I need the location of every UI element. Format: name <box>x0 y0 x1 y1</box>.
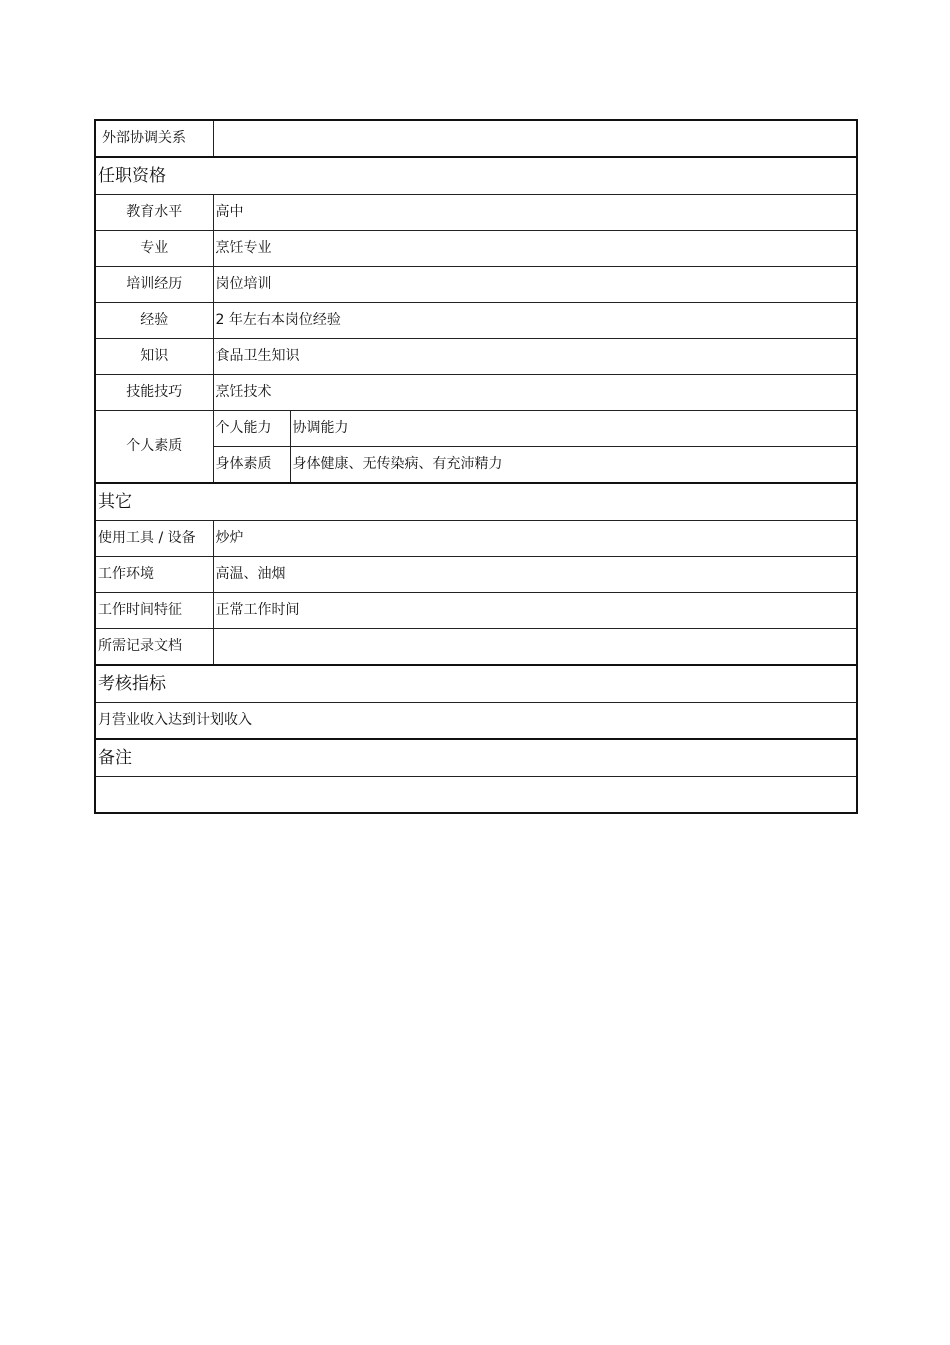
table-row <box>95 521 857 557</box>
external-coordination-value <box>213 120 857 157</box>
tools-value: 炒炉 <box>213 521 857 557</box>
kpi-value: 月营业收入达到计划收入 <box>95 703 857 740</box>
table-row <box>95 339 857 375</box>
major-label: 专业 <box>95 231 213 267</box>
other-heading: 其它 <box>95 483 857 521</box>
table-row <box>95 267 857 303</box>
remarks-heading: 备注 <box>95 739 857 777</box>
work-hours-label: 工作时间特征 <box>95 593 213 629</box>
table-row <box>95 303 857 339</box>
personal-ability-value: 协调能力 <box>290 411 857 447</box>
remarks-heading-row <box>95 739 857 777</box>
external-coordination-row <box>95 120 857 157</box>
training-label: 培训经历 <box>95 267 213 303</box>
environment-value: 高温、油烟 <box>213 557 857 593</box>
external-coordination-label: 外部协调关系 <box>95 120 213 157</box>
job-description-table <box>94 119 858 814</box>
training-value: 岗位培训 <box>213 267 857 303</box>
environment-label: 工作环境 <box>95 557 213 593</box>
education-value: 高中 <box>213 195 857 231</box>
remarks-value <box>95 777 857 814</box>
kpi-heading: 考核指标 <box>95 665 857 703</box>
major-value: 烹饪专业 <box>213 231 857 267</box>
table-row <box>95 593 857 629</box>
skills-value: 烹饪技术 <box>213 375 857 411</box>
records-value <box>213 629 857 666</box>
physical-quality-label: 身体素质 <box>213 447 290 484</box>
skills-label: 技能技巧 <box>95 375 213 411</box>
personal-ability-label: 个人能力 <box>213 411 290 447</box>
knowledge-label: 知识 <box>95 339 213 375</box>
table-row <box>95 375 857 411</box>
table-row <box>95 411 857 447</box>
qualifications-heading-row <box>95 157 857 195</box>
personal-quality-label: 个人素质 <box>95 411 213 484</box>
table-row <box>95 231 857 267</box>
tools-label: 使用工具 / 设备 <box>95 521 213 557</box>
qualifications-heading: 任职资格 <box>95 157 857 195</box>
table-row <box>95 629 857 666</box>
other-heading-row <box>95 483 857 521</box>
table-row <box>95 195 857 231</box>
table-row <box>95 777 857 814</box>
experience-label: 经验 <box>95 303 213 339</box>
table-row <box>95 703 857 740</box>
education-label: 教育水平 <box>95 195 213 231</box>
table-row <box>95 557 857 593</box>
experience-value: 2 年左右本岗位经验 <box>213 303 857 339</box>
kpi-heading-row <box>95 665 857 703</box>
work-hours-value: 正常工作时间 <box>213 593 857 629</box>
knowledge-value: 食品卫生知识 <box>213 339 857 375</box>
physical-quality-value: 身体健康、无传染病、有充沛精力 <box>290 447 857 484</box>
records-label: 所需记录文档 <box>95 629 213 666</box>
